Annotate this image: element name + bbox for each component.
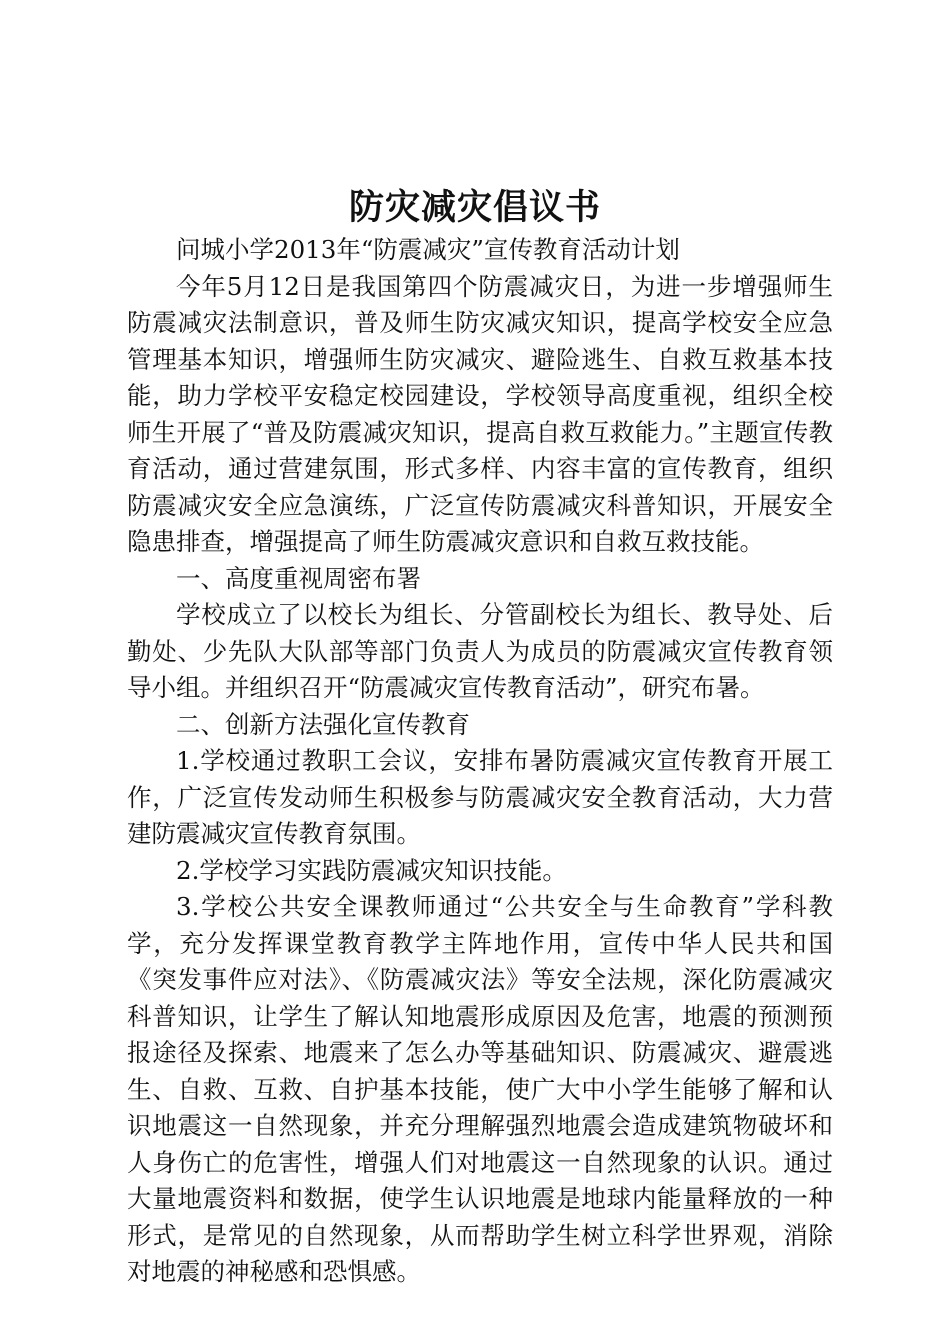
section-heading-2: 二、创新方法强化宣传教育 [176, 709, 470, 739]
item-2-paragraph: 2.学校学习实践防震减灾知识技能。 [176, 855, 567, 885]
item-1-paragraph: 1.学校通过教职工会议，安排布暑防震减灾宣传教育开展工作，广泛宣传发动师生积极参与防震减灾安全教育活动，大力营建防震减灾宣传教育氛围。 [127, 746, 833, 848]
section-heading-1: 一、高度重视周密布署 [176, 563, 421, 593]
subtitle-paragraph: 问城小学2013年“防震减灾”宣传教育活动计划 [176, 235, 680, 264]
section-1-paragraph: 学校成立了以校长为组长、分管副校长为组长、教导处、后勤处、少先队大队部等部门负责人为成员的防震减灾宣传教育领导小组。并组织召开“防震减灾宣传教育活动”，研究布暑。 [127, 600, 833, 702]
item-3-paragraph: 3.学校公共安全课教师通过“公共安全与生命教育”学科教学，充分发挥课堂教育教学主阵地作用，宣传中华人民共和国《突发事件应对法》、《防震减灾法》等安全法规，深化防震减灾科普知识，让学生了解认知地震形成原因及危害，地震的预测预报途径及探索、地震来了怎么办等基础知识、防震减灾、避震逃生、自救、互救、自护基本技能，使广大中小学生能够了解和认识地震这一自然现象，并充分理解强烈地震会造成建筑物破坏和人身伤亡的危害性，增强人们对地震这一自然现象的认识。通过大量地震资料和数据，使学生认识地震是地球内能量释放的一种形式，是常见的自然现象，从而帮助学生树立科学世界观，消除对地震的神秘感和恐惧感。 [127, 892, 833, 1286]
intro-paragraph: 今年5月12日是我国第四个防震减灾日，为进一步增强师生防震减灾法制意识，普及师生防灾减灾知识，提高学校安全应急管理基本知识，增强师生防灾减灾、避险逃生、自救互救基本技能，助力学校平安稳定校园建设，学校领导高度重视，组织全校师生开展了“普及防震减灾知识，提高自救互救能力。”主题宣传教育活动，通过营建氛围，形式多样、内容丰富的宣传教育，组织防震减灾安全应急演练，广泛宣传防震减灾科普知识，开展安全隐患排查，增强提高了师生防震减灾意识和自救互救技能。 [127, 271, 833, 556]
document-title: 防灾减灾倡议书 [348, 187, 601, 228]
document-body [127, 232, 833, 1291]
